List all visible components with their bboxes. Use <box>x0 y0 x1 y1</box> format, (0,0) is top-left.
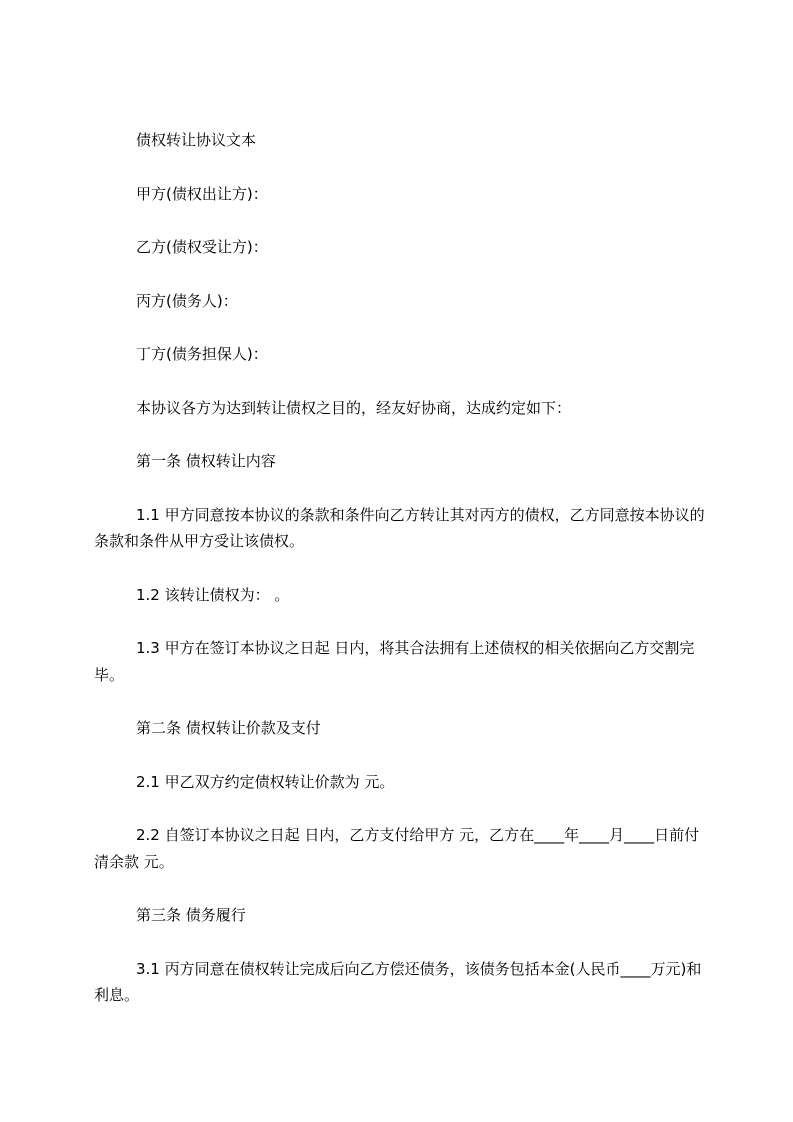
article-2-heading: 第二条 债权转让价款及支付 <box>136 719 321 737</box>
clause-1-2: 1.2 该转让债权为： 。 <box>136 585 290 604</box>
article-1-heading: 第一条 债权转让内容 <box>136 452 276 470</box>
clause-1-3: 1.3 甲方在签订本协议之日起 日内，将其合法拥有上述债权的相关依据向乙方交割完毕。 <box>94 639 695 684</box>
clause-1-1: 1.1 甲方同意按本协议的条款和条件向乙方转让其对丙方的债权，乙方同意按本协议的条款和条件从甲方受让该债权。 <box>94 505 705 550</box>
party-c-line: 丙方(债务人)： <box>136 291 238 310</box>
party-b-line: 乙方(债权受让方)： <box>136 238 268 256</box>
clause-2-1: 2.1 甲乙双方约定债权转让价款为 元。 <box>136 772 395 791</box>
preamble-paragraph: 本协议各方为达到转让债权之目的，经友好协商，达成约定如下： <box>136 398 572 417</box>
clause-3-1: 3.1 丙方同意在债权转让完成后向乙方偿还债务，该债务包括本金(人民币____万元)和利息。 <box>94 959 702 1004</box>
document-body <box>94 127 706 1036</box>
party-a-line: 甲方(债权出让方)： <box>136 184 268 203</box>
article-3-heading: 第三条 债务履行 <box>136 906 246 924</box>
party-d-line: 丁方(债务担保人)： <box>136 345 268 363</box>
clause-2-2: 2.2 自签订本协议之日起 日内，乙方支付给甲方 元，乙方在____年____月____日前付清余款 元。 <box>94 826 700 871</box>
document-title: 债权转让协议文本 <box>136 131 257 149</box>
